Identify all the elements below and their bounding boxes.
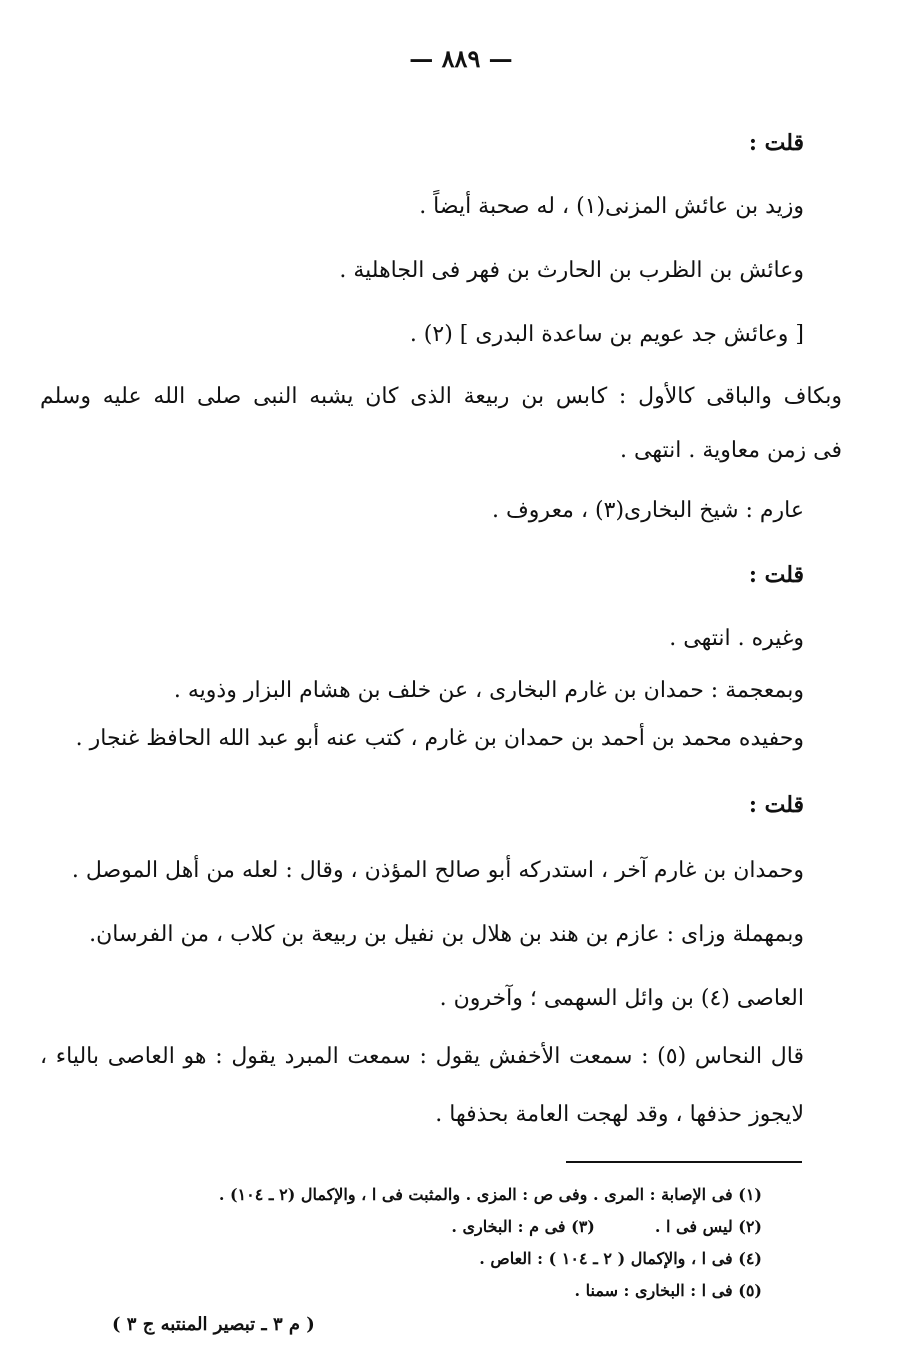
footnote: (٥) فى ا : البخارى : سمنا . [574,1281,762,1300]
footnote: (٢) ليس فى ا . [654,1217,762,1236]
footnote: (١) فى الإصابة : المرى . وفى ص : المزى . والمثبت فى ا ، والإكمال (٢ ـ ١٠٤) . [218,1185,762,1204]
page-number: — ٨٨٩ — [409,44,513,73]
body-line: وغيره . انتهى . [669,626,804,651]
body-line: [ وعائش جد عويم بن ساعدة البدرى ] (٢) . [409,322,804,347]
body-line: قال النحاس (٥) : سمعت الأخفش يقول : سمعت المبرد يقول : هو العاصى بالياء ، [40,1044,804,1069]
body-line: وبكاف والباقى كالأول : كابس بن ربيعة الذى كان يشبه النبى صلى الله عليه وسلم [40,384,842,409]
printer-signature: ( م ٣ ـ تبصير المنتبه ج ٣ ) [112,1314,315,1335]
body-line: قلت : [748,562,804,588]
body-line: وحمدان بن غارم آخر ، استدركه أبو صالح المؤذن ، وقال : لعله من أهل الموصل . [71,858,804,883]
body-line: وعائش بن الظرب بن الحارث بن فهر فى الجاهلية . [339,258,804,283]
footnote: (٣) فى م : البخارى . [451,1217,595,1236]
body-line: وزيد بن عائش المزنى(١) ، له صحبة أيضاً . [419,194,804,219]
footnote-divider [566,1161,802,1163]
body-line: فى زمن معاوية . انتهى . [620,438,842,463]
body-line: قلت : [748,792,804,818]
body-line: العاصى (٤) بن وائل السهمى ؛ وآخرون . [439,986,804,1011]
body-line: قلت : [748,130,804,156]
body-line: وبمعجمة : حمدان بن غارم البخارى ، عن خلف بن هشام البزار وذويه . [173,678,804,703]
body-line: لايجوز حذفها ، وقد لهجت العامة بحذفها . [435,1102,804,1127]
footnote-row [120,1216,762,1238]
body-line: وحفيده محمد بن أحمد بن حمدان بن غارم ، كتب عنه أبو عبد الله الحافظ غنجار . [75,726,804,751]
body-line: وبمهملة وزاى : عازم بن هند بن هلال بن نفيل بن ربيعة بن كلاب ، من الفرسان. [89,922,804,947]
body-line: عارم : شيخ البخارى(٣) ، معروف . [492,498,804,523]
footnote: (٤) فى ا ، والإكمال ( ٢ ـ ١٠٤ ) : العاص . [479,1249,762,1268]
